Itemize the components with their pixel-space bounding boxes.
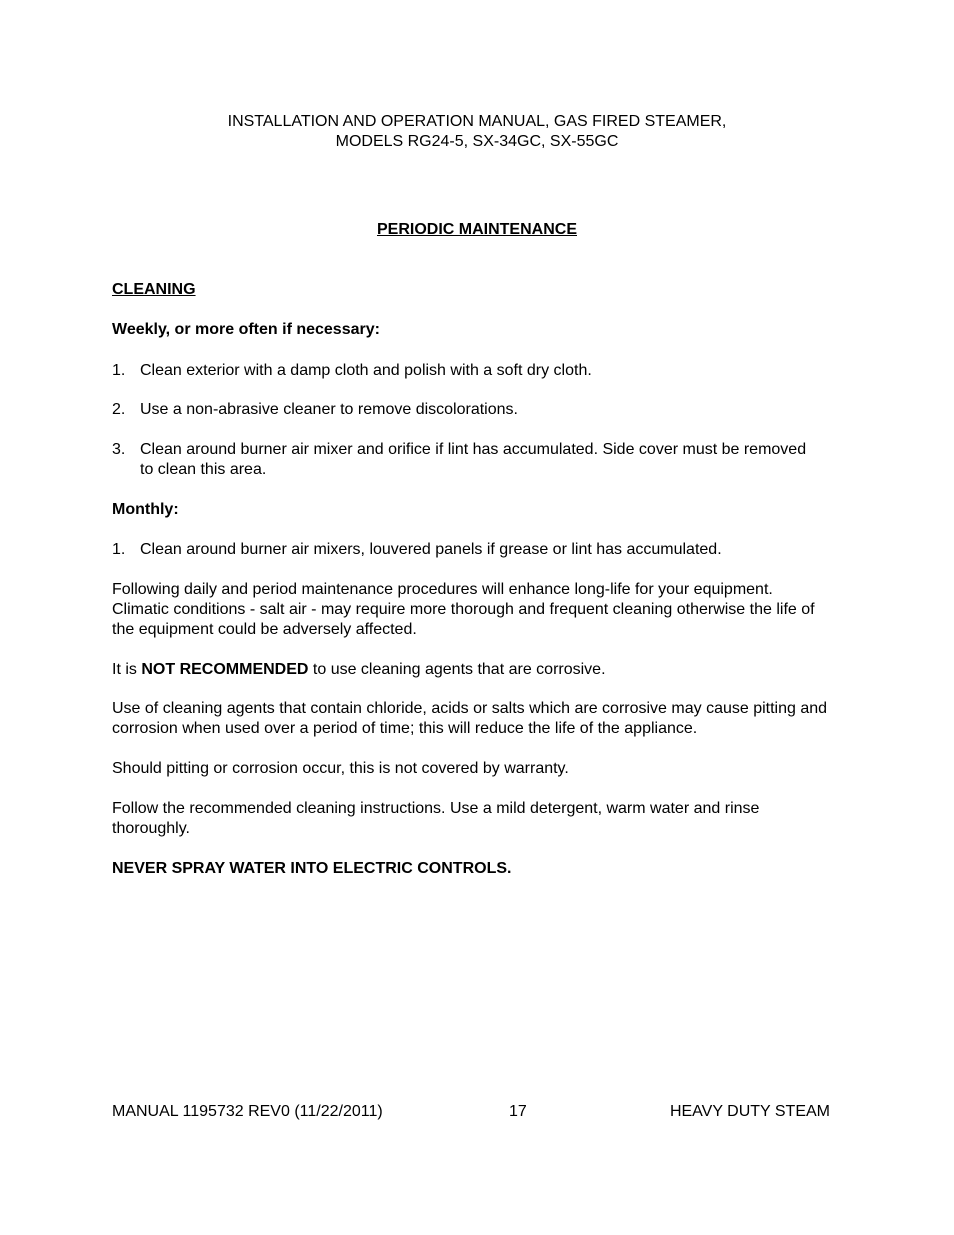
list-number: 2. — [112, 401, 126, 418]
warning-text: NEVER SPRAY WATER INTO ELECTRIC CONTROLS. — [112, 860, 512, 877]
paragraph-not-recommended — [112, 660, 832, 680]
text-segment: It is — [112, 661, 142, 678]
footer-product: HEAVY DUTY STEAM — [669, 1103, 830, 1120]
list-text: Clean around burner air mixers, louvered panels if grease or lint has accumulated. — [140, 541, 722, 558]
header-line-2: MODELS RG24-5, SX-34GC, SX-55GC — [335, 133, 619, 150]
list-text: Clean exterior with a damp cloth and polish with a soft dry cloth. — [140, 362, 592, 379]
text-segment: to use cleaning agents that are corrosive. — [308, 661, 606, 678]
cleaning-heading: CLEANING — [112, 281, 196, 298]
weekly-item-2 — [112, 400, 832, 420]
weekly-item-1 — [112, 361, 832, 381]
paragraph-instructions: Follow the recommended cleaning instructions. Use a mild detergent, warm water and rinse thoroughly. — [112, 800, 760, 837]
paragraph-maintenance: Following daily and period maintenance procedures will enhance long-life for your equipment. Climatic conditions - salt air - may require more thorough and frequent cleaning otherwise the life of the equipment could be adversely affected. — [112, 581, 815, 638]
monthly-item-1 — [112, 540, 832, 560]
footer-manual-number: MANUAL 1195732 REV0 (11/22/2011) — [112, 1103, 383, 1120]
header-line-1: INSTALLATION AND OPERATION MANUAL, GAS FIRED STEAMER, — [227, 113, 727, 130]
monthly-heading: Monthly: — [112, 501, 179, 518]
list-number: 1. — [112, 541, 126, 558]
list-text: Clean around burner air mixer and orifice if lint has accumulated. Side cover must be removed to clean this area. — [140, 441, 807, 478]
paragraph-warranty: Should pitting or corrosion occur, this is not covered by warranty. — [112, 760, 569, 777]
paragraph-corrosive-agents: Use of cleaning agents that contain chloride, acids or salts which are corrosive may cause pitting and corrosion when used over a period of time; this will reduce the life of the appliance. — [112, 700, 828, 737]
list-text: Use a non-abrasive cleaner to remove discolorations. — [140, 401, 518, 418]
emphasis-text: NOT RECOMMENDED — [141, 661, 309, 678]
list-number: 1. — [112, 362, 126, 379]
section-title: PERIODIC MAINTENANCE — [376, 221, 577, 238]
weekly-heading: Weekly, or more often if necessary: — [112, 321, 380, 338]
weekly-item-3 — [112, 440, 832, 480]
footer-page-number: 17 — [509, 1103, 527, 1120]
list-number: 3. — [112, 441, 126, 458]
